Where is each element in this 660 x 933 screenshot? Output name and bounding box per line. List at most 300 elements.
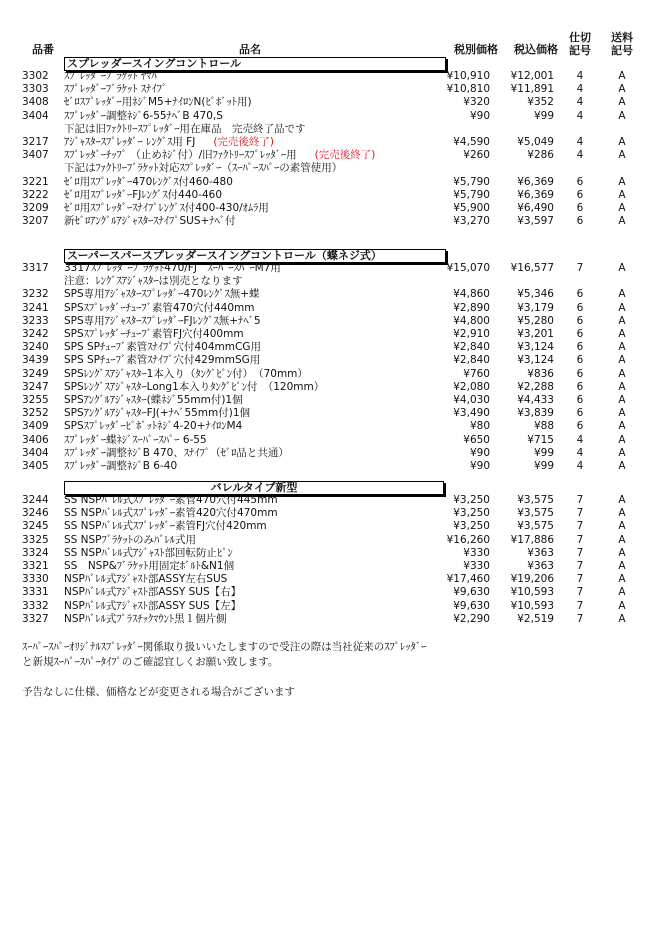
item-code: 3409	[22, 420, 49, 433]
price-ex-tax: ¥2,890	[453, 301, 490, 314]
price-in-tax: ¥4,433	[517, 394, 554, 406]
item-name-text: ｾﾞﾛ用ｽﾌﾟﾚｯﾀﾞｰFJﾚﾝｸﾞｽ付440-460	[64, 188, 223, 201]
item-name-text: SPS専用ｱｼﾞｬｽﾀｰｽﾌﾟﾚｯﾀﾞｰ470ﾚﾝｸﾞｽ無+蝶	[64, 288, 260, 301]
price-in-tax: ¥363	[527, 560, 554, 572]
shipping-code: A	[618, 586, 626, 599]
item-code: 3255	[22, 394, 49, 406]
item-name-text: ｽﾌﾟﾚｯﾀﾞｰ蝶ﾈｼﾞｽｰﾊﾟｰｽﾊﾟｰ 6-55	[64, 433, 207, 446]
table-row	[0, 315, 660, 328]
shikiri-code: 6	[576, 188, 584, 201]
shipping-code: A	[618, 599, 626, 612]
table-row	[0, 176, 660, 189]
price-in-tax: ¥352	[527, 96, 554, 109]
price-ex-tax: ¥5,790	[453, 175, 490, 188]
shikiri-code: 6	[576, 354, 584, 367]
item-name	[64, 328, 454, 341]
shikiri-code: 7	[576, 533, 584, 546]
price-in-tax: ¥12,001	[510, 70, 554, 82]
item-name	[64, 202, 454, 215]
price-ex-tax: ¥2,910	[453, 328, 490, 340]
item-code: 3222	[22, 188, 49, 201]
table-row	[0, 149, 660, 162]
price-ex-tax: ¥330	[463, 560, 490, 572]
item-code: 3327	[22, 612, 49, 625]
item-name-text: SPSﾚﾝｸﾞｽｱｼﾞｬｽﾀｰ1本入り（ﾀﾝｸﾞﾋﾟﾝ付） （70mm）	[64, 367, 308, 380]
item-name-text: SS NSPﾌﾞﾗｹｯﾄのみﾊﾞﾚﾙ式用	[64, 533, 197, 546]
item-name	[64, 149, 454, 162]
item-name-text: SPSｽﾌﾟﾚｯﾀﾞｰﾁｭｰﾌﾞ素管470穴付440mm	[64, 301, 255, 314]
price-ex-tax: ¥3,270	[453, 215, 490, 228]
shipping-code: A	[618, 288, 626, 301]
item-name	[64, 162, 454, 175]
shikiri-code: 4	[576, 83, 584, 96]
header-name: 品名	[239, 43, 261, 56]
price-in-tax: ¥16,577	[510, 262, 554, 274]
price-in-tax: ¥3,179	[517, 301, 554, 314]
item-name-text: 3317ｽﾌﾟﾚｯﾀﾞｰﾌﾞﾗｹｯﾄ470/FJ ｽｰﾊﾟｰｽﾊﾟｰM7用	[64, 262, 281, 274]
shipping-code: A	[618, 560, 626, 572]
item-code: 3233	[22, 314, 49, 327]
item-name	[64, 341, 454, 354]
item-code: 3246	[22, 507, 49, 520]
table-row	[0, 434, 660, 447]
price-ex-tax: ¥330	[463, 546, 490, 559]
price-in-tax: ¥10,593	[510, 586, 554, 599]
table-row	[0, 586, 660, 599]
shipping-code: A	[618, 507, 626, 520]
price-ex-tax: ¥4,590	[453, 136, 490, 148]
item-name-text: SPS SPﾁｭｰﾌﾞ素管ｽﾅｲﾌﾟ穴付429mmSG用	[64, 354, 261, 367]
item-name	[64, 394, 454, 407]
item-name-text: ｽﾌﾟﾚｯﾀﾞｰﾌﾞﾗｹｯﾄ ｽﾅｲﾌﾟ	[64, 83, 168, 96]
shikiri-code: 7	[576, 546, 584, 559]
price-in-tax: ¥99	[533, 446, 554, 459]
shipping-code: A	[618, 533, 626, 546]
shikiri-code: 4	[576, 109, 584, 122]
item-name-text: ｽﾌﾟﾚｯﾀﾞｰ調整ﾈｼﾞB 6-40	[64, 460, 178, 472]
item-name-text: NSPﾊﾞﾚﾙ式ｱｼﾞｬｽﾄ部ASSY SUS【右】	[64, 586, 242, 599]
price-in-tax: ¥6,369	[517, 175, 554, 188]
table-row	[0, 534, 660, 547]
item-name	[64, 123, 454, 136]
table-row	[0, 520, 660, 533]
item-name-text: ｱｼﾞｬｽﾀｰｽﾌﾟﾚｯﾀﾞｰ ﾚﾝｸﾞｽ用 FJ	[64, 136, 196, 148]
shikiri-code: 7	[576, 507, 584, 520]
price-ex-tax: ¥2,840	[453, 354, 490, 367]
table-row	[0, 275, 660, 288]
shikiri-code: 6	[576, 288, 584, 301]
price-ex-tax: ¥2,290	[453, 612, 490, 625]
price-in-tax: ¥3,124	[517, 354, 554, 367]
item-code: 3303	[22, 83, 49, 96]
shipping-code: A	[618, 433, 626, 446]
price-in-tax: ¥6,490	[517, 202, 554, 214]
item-code: 3252	[22, 407, 49, 420]
table-row	[0, 341, 660, 354]
table-row	[0, 136, 660, 149]
section-title: スーパースパースプレッダースイングコントロール（蝶ネジ式）	[64, 249, 446, 263]
shipping-code: A	[618, 314, 626, 327]
item-name	[64, 189, 454, 202]
item-code: 3324	[22, 546, 49, 559]
shikiri-code: 4	[576, 136, 584, 148]
price-ex-tax: ¥9,630	[453, 599, 490, 612]
item-name-text: ｽﾌﾟﾚｯﾀﾞｰ調整ﾈｼﾞ6-55ﾅﾍﾞB 470,S	[64, 109, 223, 122]
item-name-text: ｾﾞﾛｽﾌﾟﾚｯﾀﾞｰ用ﾈｼﾞM5+ﾅｲﾛﾝN(ﾋﾟﾎﾞｯﾄ用)	[64, 96, 252, 109]
item-name-text: 下記は旧ﾌｧｸﾄﾘｰｽﾌﾟﾚｯﾀﾞｰ用在庫品 完売終了品です	[64, 122, 306, 135]
price-in-tax: ¥836	[527, 367, 554, 380]
table-row	[0, 189, 660, 202]
shipping-code: A	[618, 460, 626, 472]
table-row	[0, 83, 660, 96]
price-in-tax: ¥5,049	[517, 136, 554, 148]
table-row	[0, 460, 660, 473]
item-name	[64, 96, 454, 109]
shipping-code: A	[618, 612, 626, 625]
table-row	[0, 420, 660, 433]
table-row	[0, 507, 660, 520]
item-name	[64, 547, 454, 560]
shikiri-code: 7	[576, 520, 584, 533]
item-name	[64, 573, 454, 586]
price-in-tax: ¥19,206	[510, 573, 554, 586]
item-code: 3241	[22, 301, 49, 314]
item-name	[64, 288, 454, 301]
shikiri-code: 6	[576, 341, 584, 354]
item-code: 3330	[22, 573, 49, 586]
shipping-code: A	[618, 70, 626, 82]
price-in-tax: ¥10,593	[510, 599, 554, 612]
table-row	[0, 407, 660, 420]
item-name-text: SS NSPﾊﾞﾚﾙ式ｽﾌﾟﾚｯﾀﾞｰ素管FJ穴付420mm	[64, 520, 267, 533]
price-in-tax: ¥3,597	[517, 215, 554, 228]
shipping-code: A	[618, 420, 626, 433]
item-name-text: SPSﾚﾝｸﾞｽｱｼﾞｬｽﾀｰLong1本入りﾀﾝｸﾞﾋﾟﾝ付 （120mm）	[64, 380, 325, 393]
shikiri-code: 7	[576, 586, 584, 599]
price-in-tax: ¥3,575	[517, 520, 554, 533]
item-name-text: NSPﾊﾞﾚﾙ式ﾌﾟﾗｽﾁｯｸﾏｳﾝﾄ黒１個片側	[64, 612, 227, 625]
table-row	[0, 70, 660, 83]
price-ex-tax: ¥10,910	[446, 70, 490, 82]
header-soryo	[607, 31, 637, 57]
item-name-text: ｾﾞﾛ用ｽﾌﾟﾚｯﾀﾞｰ470ﾚﾝｸﾞｽ付460-480	[64, 175, 233, 188]
section-title: バレルタイプ新型	[64, 481, 444, 495]
header-code: 品番	[32, 43, 54, 56]
price-in-tax: ¥99	[533, 109, 554, 122]
price-ex-tax: ¥3,250	[453, 520, 490, 533]
table-row	[0, 288, 660, 301]
item-name-text: ｽﾌﾟﾚｯﾀﾞｰ調整ﾈｼﾞB 470、ｽﾅｲﾌﾟ（ｾﾞﾛ品と共通）	[64, 446, 289, 459]
item-name-text: SPSｽﾌﾟﾚｯﾀﾞｰﾋﾟﾎﾞｯﾄﾈｼﾞ4-20+ﾅｲﾛﾝM4	[64, 420, 243, 433]
table-row	[0, 368, 660, 381]
table-row	[0, 123, 660, 136]
item-code: 3407	[22, 149, 49, 162]
shipping-code: A	[618, 96, 626, 109]
item-name	[64, 407, 454, 420]
item-name-text: SPS SPﾁｭｰﾌﾞ素管ｽﾅｲﾌﾟ穴付404mmCG用	[64, 341, 261, 354]
price-ex-tax: ¥17,460	[446, 573, 490, 586]
item-name	[64, 70, 454, 83]
item-name	[64, 560, 454, 573]
item-name-text: NSPﾊﾞﾚﾙ式ｱｼﾞｬｽﾄ部ASSY左右SUS	[64, 573, 228, 586]
price-ex-tax: ¥4,800	[453, 314, 490, 327]
item-name-text: NSPﾊﾞﾚﾙ式ｱｼﾞｬｽﾄ部ASSY SUS【左】	[64, 599, 242, 612]
price-ex-tax: ¥90	[469, 109, 490, 122]
item-code: 3209	[22, 202, 49, 214]
item-code: 3317	[22, 262, 49, 274]
table-row	[0, 381, 660, 394]
item-name-text: ｽﾌﾟﾚｯﾀﾞｰﾁｯﾌﾟ （止めﾈｼﾞ付）/旧ﾌｧｸﾄﾘｰｽﾌﾟﾚｯﾀﾞｰ用	[64, 149, 297, 162]
item-name	[64, 215, 454, 228]
item-name-text: ｽﾌﾟﾚｯﾀﾞｰﾌﾞﾗｹｯﾄ ﾔﾏﾊ	[64, 70, 157, 82]
shikiri-code: 6	[576, 394, 584, 406]
shipping-code: A	[618, 354, 626, 367]
shipping-code: A	[618, 215, 626, 228]
item-code: 3404	[22, 446, 49, 459]
shikiri-code: 4	[576, 433, 584, 446]
shipping-code: A	[618, 573, 626, 586]
shipping-code: A	[618, 546, 626, 559]
price-ex-tax: ¥260	[463, 149, 490, 162]
header-price-in: 税込価格	[514, 43, 558, 56]
shikiri-code: 6	[576, 215, 584, 228]
price-in-tax: ¥3,201	[517, 328, 554, 340]
item-name-text: 新ｾﾞﾛｱﾝｸﾞﾙｱｼﾞｬｽﾀｰｽﾅｲﾌﾟSUS+ﾅﾍﾞ付	[64, 215, 236, 228]
shikiri-code: 6	[576, 175, 584, 188]
item-code: 3247	[22, 380, 49, 393]
price-in-tax: ¥3,839	[517, 407, 554, 420]
shikiri-code: 7	[576, 560, 584, 572]
section-title: スプレッダースイングコントロール	[64, 57, 446, 71]
footer-note-line2: と新規ｽｰﾊﾟｰｽﾊﾟｰﾀｲﾌﾟのご確認宜しくお願い致します。	[22, 656, 279, 668]
shikiri-code: 6	[576, 420, 584, 433]
item-name	[64, 434, 454, 447]
item-name-text: SS NSP&ﾌﾞﾗｹｯﾄ用固定ﾎﾞﾙﾄ&N1個	[64, 560, 235, 572]
price-in-tax: ¥6,369	[517, 188, 554, 201]
price-ex-tax: ¥4,860	[453, 288, 490, 301]
item-name	[64, 354, 454, 367]
shipping-code: A	[618, 149, 626, 162]
item-name-text: SS NSPﾊﾞﾚﾙ式ｽﾌﾟﾚｯﾀﾞｰ素管470穴付445mm	[64, 494, 278, 506]
price-in-tax: ¥2,519	[517, 612, 554, 625]
item-code: 3221	[22, 175, 49, 188]
item-code: 3242	[22, 328, 49, 340]
item-code: 3404	[22, 109, 49, 122]
price-in-tax: ¥2,288	[517, 380, 554, 393]
price-in-tax: ¥5,346	[517, 288, 554, 301]
item-code: 3325	[22, 533, 49, 546]
shikiri-code: 7	[576, 599, 584, 612]
item-code: 3331	[22, 586, 49, 599]
item-name	[64, 507, 454, 520]
item-code: 3302	[22, 70, 49, 82]
table-row	[0, 394, 660, 407]
item-name-text: SPSｽﾌﾟﾚｯﾀﾞｰﾁｭｰﾌﾞ素管FJ穴付400mm	[64, 328, 244, 340]
item-name	[64, 262, 454, 275]
shipping-code: A	[618, 394, 626, 406]
shipping-code: A	[618, 188, 626, 201]
item-name	[64, 176, 454, 189]
item-code: 3332	[22, 599, 49, 612]
table-row	[0, 215, 660, 228]
price-ex-tax: ¥90	[469, 460, 490, 472]
item-name-text: SS NSPﾊﾞﾚﾙ式ｱｼﾞｬｽﾄ部回転防止ﾋﾟﾝ	[64, 546, 233, 559]
shipping-code: A	[618, 109, 626, 122]
item-name	[64, 302, 454, 315]
item-name	[64, 520, 454, 533]
table-row	[0, 613, 660, 626]
footer-note-line3: 予告なしに仕様、価格などが変更される場合がございます	[22, 686, 295, 698]
header-shikiri	[566, 31, 594, 57]
item-name	[64, 381, 454, 394]
table-row	[0, 494, 660, 507]
price-ex-tax: ¥16,260	[446, 533, 490, 546]
shipping-code: A	[618, 380, 626, 393]
item-name	[64, 110, 454, 123]
price-in-tax: ¥88	[533, 420, 554, 433]
sold-out-note: (完売後終了)	[213, 136, 275, 148]
shipping-code: A	[618, 341, 626, 354]
price-in-tax: ¥3,575	[517, 507, 554, 520]
item-code: 3405	[22, 460, 49, 472]
table-row	[0, 547, 660, 560]
shikiri-code: 7	[576, 612, 584, 625]
item-code: 3408	[22, 96, 49, 109]
price-ex-tax: ¥90	[469, 446, 490, 459]
shipping-code: A	[618, 367, 626, 380]
price-ex-tax: ¥80	[469, 420, 490, 433]
table-row	[0, 110, 660, 123]
table-row	[0, 202, 660, 215]
table-row	[0, 573, 660, 586]
price-in-tax: ¥99	[533, 460, 554, 472]
item-code: 3217	[22, 136, 49, 148]
price-in-tax: ¥3,575	[517, 494, 554, 506]
item-name	[64, 494, 454, 507]
item-name	[64, 534, 454, 547]
shikiri-code: 4	[576, 70, 584, 82]
header-soryo-line2: 記号	[611, 44, 633, 57]
item-code: 3321	[22, 560, 49, 572]
price-ex-tax: ¥3,250	[453, 507, 490, 520]
item-name	[64, 83, 454, 96]
item-name-text: SS NSPﾊﾞﾚﾙ式ｽﾌﾟﾚｯﾀﾞｰ素管420穴付470mm	[64, 507, 278, 520]
shikiri-code: 6	[576, 367, 584, 380]
item-name	[64, 600, 454, 613]
price-ex-tax: ¥15,070	[446, 262, 490, 274]
shipping-code: A	[618, 175, 626, 188]
header-shikiri-line2: 記号	[569, 44, 591, 57]
header-price-ex: 税別価格	[454, 43, 498, 56]
table-row	[0, 96, 660, 109]
item-name-text: SPSｱﾝｸﾞﾙｱｼﾞｬｽﾀｰ(蝶ﾈｼﾞ55mm付)1個	[64, 394, 243, 406]
item-code: 3207	[22, 215, 49, 228]
item-name-text: SPS専用ｱｼﾞｬｽﾀｰｽﾌﾟﾚｯﾀﾞｰFJﾚﾝｸﾞｽ無+ﾅﾍﾞ5	[64, 314, 261, 327]
shipping-code: A	[618, 328, 626, 340]
shikiri-code: 6	[576, 407, 584, 420]
price-ex-tax: ¥4,030	[453, 394, 490, 406]
item-code: 3439	[22, 354, 49, 367]
price-ex-tax: ¥650	[463, 433, 490, 446]
item-code: 3406	[22, 433, 49, 446]
price-in-tax: ¥17,886	[510, 533, 554, 546]
price-ex-tax: ¥3,250	[453, 494, 490, 506]
item-name	[64, 275, 454, 288]
shipping-code: A	[618, 520, 626, 533]
item-name	[64, 447, 454, 460]
shikiri-code: 4	[576, 460, 584, 472]
table-row	[0, 447, 660, 460]
table-row	[0, 328, 660, 341]
item-name	[64, 586, 454, 599]
shipping-code: A	[618, 83, 626, 96]
shikiri-code: 7	[576, 494, 584, 506]
shipping-code: A	[618, 494, 626, 506]
price-ex-tax: ¥2,080	[453, 380, 490, 393]
price-ex-tax: ¥2,840	[453, 341, 490, 354]
item-code: 3240	[22, 341, 49, 354]
footer-note-line1: ｽｰﾊﾟｰｽﾊﾟｰｵﾘｼﾞﾅﾙｽﾌﾟﾚｯﾀﾞｰ関係取り扱いいたしますので受注の際は当社従来のｽﾌﾟﾚｯﾀﾞｰ	[22, 641, 427, 653]
item-code: 3244	[22, 494, 49, 506]
price-in-tax: ¥286	[527, 149, 554, 162]
price-ex-tax: ¥9,630	[453, 586, 490, 599]
shikiri-code: 6	[576, 202, 584, 214]
table-row	[0, 262, 660, 275]
item-name-text: 下記はﾌｧｸﾄﾘｰﾌﾞﾗｹｯﾄ対応ｽﾌﾟﾚｯﾀﾞｰ（ｽｰﾊﾟｰｽﾊﾟｰの素管使用）	[64, 162, 343, 175]
shikiri-code: 6	[576, 380, 584, 393]
price-ex-tax: ¥10,810	[446, 83, 490, 96]
shipping-code: A	[618, 446, 626, 459]
item-name	[64, 460, 454, 473]
item-name	[64, 613, 454, 626]
table-row	[0, 600, 660, 613]
price-ex-tax: ¥760	[463, 367, 490, 380]
price-in-tax: ¥5,280	[517, 314, 554, 327]
item-code: 3245	[22, 520, 49, 533]
item-name	[64, 368, 454, 381]
sold-out-note: (完売後終了)	[314, 149, 376, 162]
price-ex-tax: ¥5,790	[453, 188, 490, 201]
table-row	[0, 560, 660, 573]
shipping-code: A	[618, 136, 626, 148]
item-name-text: SPSｱﾝｸﾞﾙｱｼﾞｬｽﾀｰFJ(+ﾅﾍﾞ55mm付)1個	[64, 407, 251, 420]
header-soryo-line1: 送料	[611, 31, 633, 44]
price-in-tax: ¥715	[527, 433, 554, 446]
price-ex-tax: ¥3,490	[453, 407, 490, 420]
item-name	[64, 136, 454, 149]
item-code: 3232	[22, 288, 49, 301]
item-name	[64, 315, 454, 328]
shikiri-code: 7	[576, 573, 584, 586]
item-name	[64, 420, 454, 433]
item-code: 3249	[22, 367, 49, 380]
shipping-code: A	[618, 202, 626, 214]
price-ex-tax: ¥320	[463, 96, 490, 109]
header-shikiri-line1: 仕切	[569, 31, 591, 44]
table-row	[0, 354, 660, 367]
shikiri-code: 4	[576, 96, 584, 109]
shikiri-code: 6	[576, 301, 584, 314]
shikiri-code: 6	[576, 328, 584, 340]
shikiri-code: 6	[576, 314, 584, 327]
shikiri-code: 4	[576, 149, 584, 162]
price-in-tax: ¥11,891	[510, 83, 554, 96]
table-row	[0, 162, 660, 175]
table-row	[0, 302, 660, 315]
item-name-text: 注意：ﾚﾝｸﾞｽｱｼﾞｬｽﾀｰは別売となります	[64, 275, 243, 288]
shikiri-code: 4	[576, 446, 584, 459]
price-in-tax: ¥3,124	[517, 341, 554, 354]
